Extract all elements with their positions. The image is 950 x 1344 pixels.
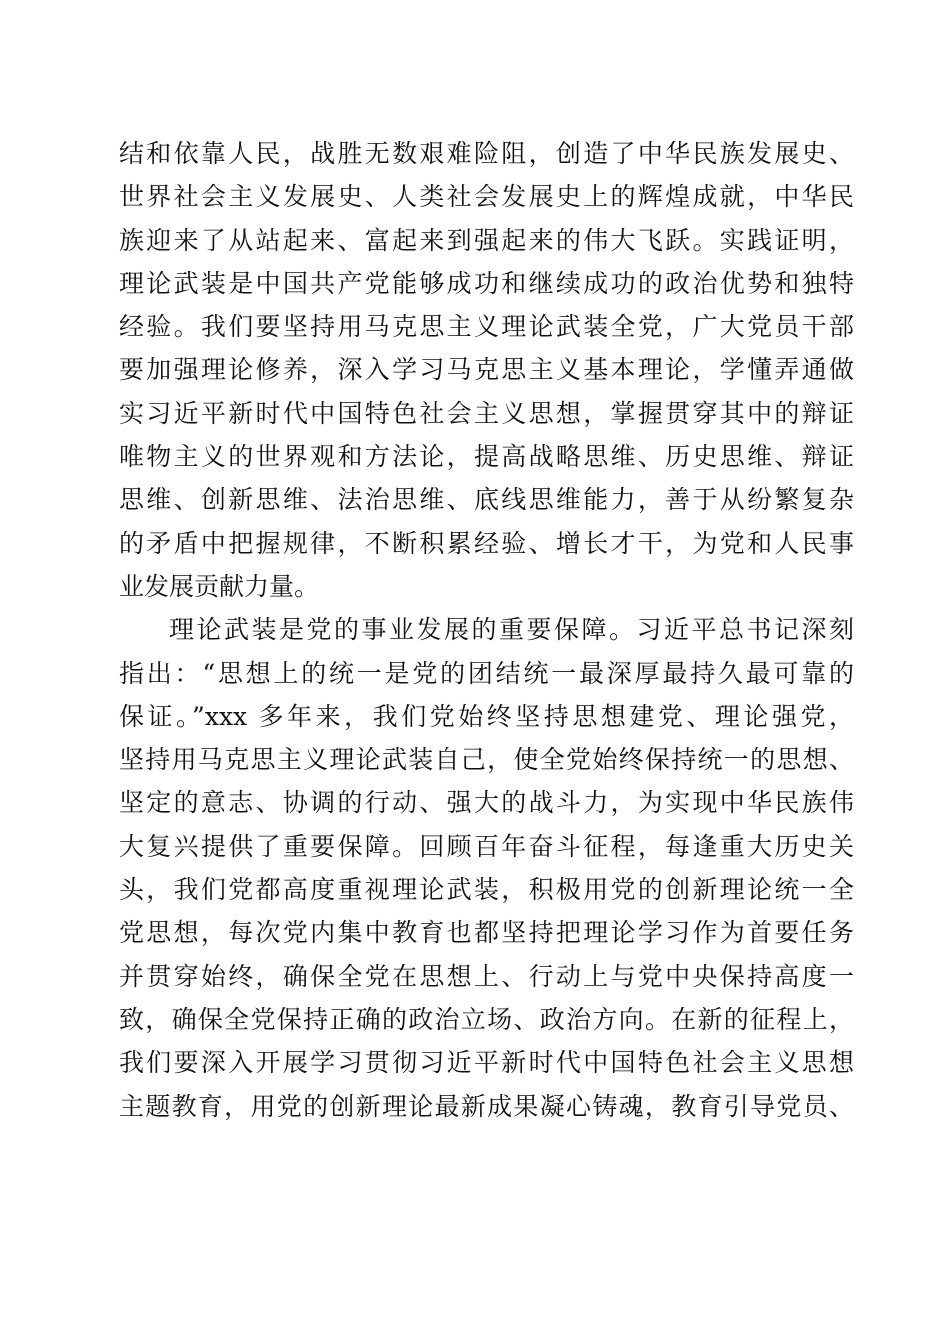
paragraph-line: 保证。”xxx 多年来，我们党始终坚持思想建党、理论强党，: [119, 701, 854, 731]
paragraph-line: 我们要深入开展学习贯彻习近平新时代中国特色社会主义思想: [119, 1048, 854, 1078]
paragraph-line: 头，我们党都高度重视理论武装，积极用党的创新理论统一全: [119, 875, 854, 905]
paragraph-line: 实习近平新时代中国特色社会主义思想，掌握贯穿其中的辩证: [119, 398, 854, 428]
paragraph-line: 结和依靠人民，战胜无数艰难险阻，创造了中华民族发展史、: [119, 139, 854, 168]
paragraph-line: 经验。我们要坚持用马克思主义理论武装全党，广大党员干部: [119, 312, 854, 342]
paragraph-line: 要加强理论修养，深入学习马克思主义基本理论，学懂弄通做: [119, 355, 854, 385]
paragraph-line: 坚持用马克思主义理论武装自己，使全党始终保持统一的思想、: [119, 745, 854, 775]
paragraph-line: 理论武装是党的事业发展的重要保障。习近平总书记深刻: [169, 615, 854, 645]
paragraph-1: [119, 132, 854, 608]
paragraph-line: 并贯穿始终，确保全党在思想上、行动上与党中央保持高度一: [119, 961, 854, 991]
document-body: [119, 132, 854, 1128]
paragraph-line: 世界社会主义发展史、人类社会发展史上的辉煌成就，中华民: [119, 182, 854, 212]
paragraph-line: 致，确保全党保持正确的政治立场、政治方向。在新的征程上，: [119, 1004, 854, 1034]
paragraph-line: 主题教育，用党的创新理论最新成果凝心铸魂，教育引导党员、: [119, 1091, 854, 1121]
paragraph-line: 大复兴提供了重要保障。回顾百年奋斗征程，每逢重大历史关: [119, 831, 854, 861]
paragraph-line: 思维、创新思维、法治思维、底线思维能力，善于从纷繁复杂: [119, 485, 854, 515]
paragraph-line: 的矛盾中把握规律，不断积累经验、增长才干，为党和人民事: [119, 528, 854, 558]
paragraph-line: 坚定的意志、协调的行动、强大的战斗力，为实现中华民族伟: [119, 788, 854, 818]
paragraph-line: 指出：“思想上的统一是党的团结统一最深厚最持久最可靠的: [119, 658, 854, 688]
paragraph-line: 党思想，每次党内集中教育也都坚持把理论学习作为首要任务: [119, 918, 854, 948]
paragraph-line: 族迎来了从站起来、富起来到强起来的伟大飞跃。实践证明，: [119, 225, 854, 255]
paragraph-2: [119, 608, 854, 1128]
paragraph-line: 唯物主义的世界观和方法论，提高战略思维、历史思维、辩证: [119, 442, 854, 472]
paragraph-line: 业发展贡献力量。: [119, 571, 320, 601]
paragraph-line: 理论武装是中国共产党能够成功和继续成功的政治优势和独特: [119, 268, 854, 298]
